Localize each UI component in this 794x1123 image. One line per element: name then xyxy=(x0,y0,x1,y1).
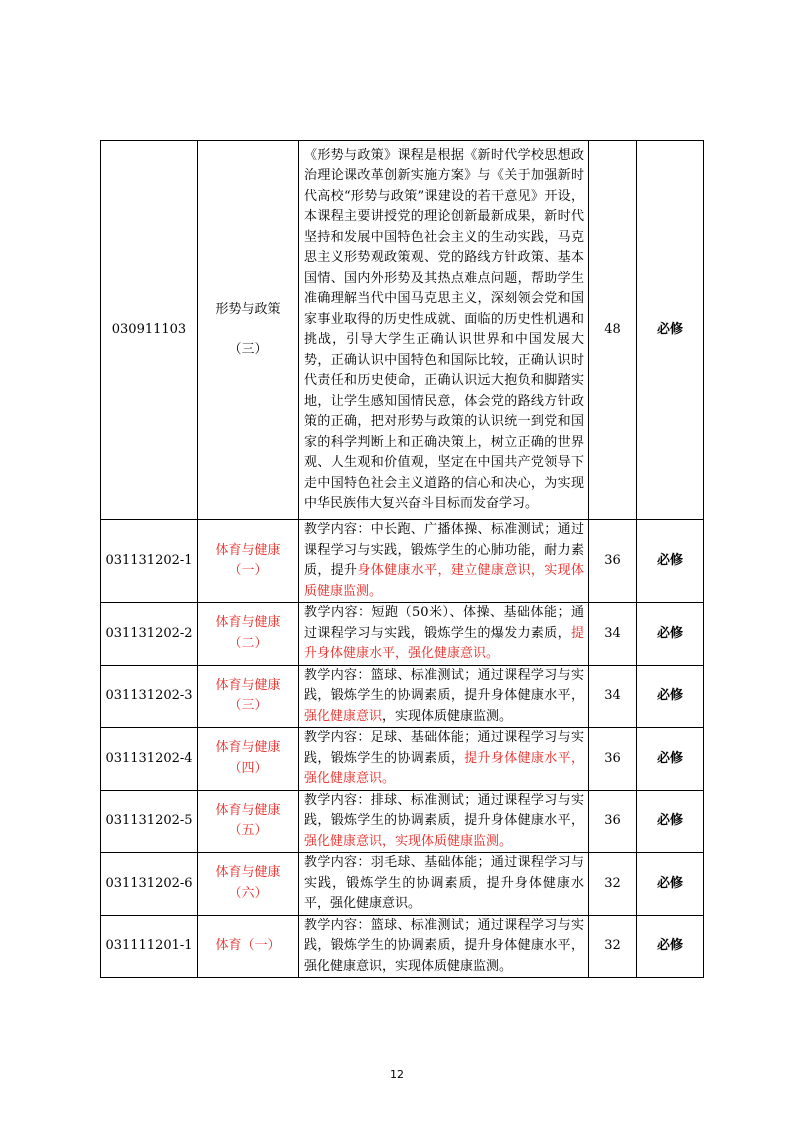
course-requirement: 必修 xyxy=(637,853,704,916)
course-code: 031131202-1 xyxy=(101,520,198,603)
description-segment: 教学内容：篮球、标准测试；通过课程学习与实践，锻炼学生的协调素质，提升身体健康水平，强化健康意识，实现体质健康监测。 xyxy=(304,917,584,974)
course-description xyxy=(299,141,589,520)
description-segment: 教学内容：羽毛球、基础体能；通过课程学习与实践，锻炼学生的协调素质，提升身体健康水平，强化健康意识。 xyxy=(304,855,584,911)
course-name-line: 体育与健康 xyxy=(215,677,281,693)
course-name-line: 体育与健康 xyxy=(215,542,281,558)
course-name xyxy=(198,665,299,728)
course-hours: 36 xyxy=(589,790,637,853)
description-segment: 教学内容：足球、基础体能；通过课程学习与实践，锻炼学生的协调素质， xyxy=(304,730,584,766)
course-requirement: 必修 xyxy=(637,728,704,791)
course-name xyxy=(198,520,299,603)
table-row xyxy=(101,603,704,666)
table-row xyxy=(101,853,704,916)
course-name-line: 体育与健康 xyxy=(215,865,281,881)
course-name-line: 体育与健康 xyxy=(215,740,281,756)
course-hours: 36 xyxy=(589,520,637,603)
course-table xyxy=(100,140,704,978)
course-hours: 48 xyxy=(589,141,637,520)
page-number: 12 xyxy=(390,1068,404,1081)
course-description xyxy=(299,915,589,978)
table-row xyxy=(101,141,704,520)
course-hours: 32 xyxy=(589,853,637,916)
table-row xyxy=(101,790,704,853)
course-name-line: 体育（一） xyxy=(215,938,281,953)
course-name xyxy=(198,603,299,666)
description-segment: 教学内容：排球、标准测试；通过课程学习与实践，锻炼学生的协调素质，提升身体健康水平， xyxy=(304,792,584,828)
description-segment: 教学内容：篮球、标准测试；通过课程学习与实践，锻炼学生的协调素质，提升身体健康水平， xyxy=(304,667,584,703)
course-requirement: 必修 xyxy=(637,603,704,666)
course-requirement: 必修 xyxy=(637,790,704,853)
course-description xyxy=(299,853,589,916)
course-requirement: 必修 xyxy=(637,665,704,728)
course-name xyxy=(198,790,299,853)
description-segment: 提升身体健康水平，强化健康意识。 xyxy=(304,750,584,786)
course-code: 031131202-5 xyxy=(101,790,198,853)
course-name-line: （五） xyxy=(228,823,268,839)
table-row xyxy=(101,728,704,791)
table-row xyxy=(101,520,704,603)
course-description xyxy=(299,520,589,603)
course-name-line: （二） xyxy=(228,635,268,651)
description-segment: 身体健康水平，建立健康意识，实现体质健康监测。 xyxy=(304,563,584,599)
course-name-line: （三） xyxy=(228,342,268,357)
description-segment: 强化健康意识，实现体质健康监测。 xyxy=(304,833,513,849)
course-hours: 34 xyxy=(589,665,637,728)
course-name xyxy=(198,141,299,520)
course-code: 031131202-6 xyxy=(101,853,198,916)
description-segment: 教学内容：中长跑、广播体操、标准测试；通过课程学习与实践，锻炼学生的心肺功能，耐力素质，提升 xyxy=(304,522,584,578)
course-description xyxy=(299,790,589,853)
course-name-line: （六） xyxy=(228,885,268,901)
course-name xyxy=(198,853,299,916)
course-code: 031131202-3 xyxy=(101,665,198,728)
course-hours: 32 xyxy=(589,915,637,978)
course-name-line: （三） xyxy=(228,698,268,714)
course-code: 031131202-4 xyxy=(101,728,198,791)
course-code: 031131202-2 xyxy=(101,603,198,666)
description-segment: 强化健康意识 xyxy=(304,708,383,724)
course-name-line: （四） xyxy=(228,760,268,776)
description-segment: ，实现体质健康监测。 xyxy=(382,708,513,724)
course-name-line: （一） xyxy=(228,563,268,578)
course-name xyxy=(198,728,299,791)
course-name-line: 体育与健康 xyxy=(215,802,281,818)
description-segment: 教学内容：短跑（50米）、体操、基础体能；通过课程学习与实践，锻炼学生的爆发力素质， xyxy=(304,605,584,641)
course-name-gap xyxy=(198,320,298,340)
description-segment: 提升身体健康水平，强化健康意识。 xyxy=(304,625,584,661)
course-description xyxy=(299,728,589,791)
table-row xyxy=(101,665,704,728)
course-hours: 34 xyxy=(589,603,637,666)
course-description xyxy=(299,665,589,728)
course-requirement: 必修 xyxy=(637,141,704,520)
course-hours: 36 xyxy=(589,728,637,791)
table-row xyxy=(101,915,704,978)
course-description xyxy=(299,603,589,666)
course-name-line: 形势与政策 xyxy=(215,301,281,317)
course-name-line: 体育与健康 xyxy=(215,615,281,631)
course-requirement: 必修 xyxy=(637,520,704,603)
course-table-body xyxy=(101,141,704,978)
description-segment: 《形势与政策》课程是根据《新时代学校思想政治理论课改革创新实施方案》与《关于加强新时代高校“形势与政策”课建设的若干意见》开设，本课程主要讲授党的理论创新最新成果，新时代坚持和发展中国特色社会主义的生动实践，马克思主义形势观政策观、党的路线方针政策、基本国情、国内外形势及其热点难点问题，帮助学生准确理解当代中国马克思主义，深刻领会党和国家事业取得的历史性成就、面临的历史性机遇和挑战，引导大学生正确认识世界和中国发展大势，正确认识中国特色和国际比较，正确认识时代责任和历史使命，正确认识远大抱负和脚踏实地，让学生感知国情民意，体会党的路线方针政策的正确，把对形势与政策的认识统一到党和国家的科学判断上和正确决策上，树立正确的世界观、人生观和价值观，坚定在中国共产党领导下走中国特色社会主义道路的信心和决心，为实现中华民族伟大复兴奋斗目标而发奋学习。 xyxy=(304,147,584,511)
course-requirement: 必修 xyxy=(637,915,704,978)
course-code: 030911103 xyxy=(101,141,198,520)
course-code: 031111201-1 xyxy=(101,915,198,978)
course-name xyxy=(198,915,299,978)
